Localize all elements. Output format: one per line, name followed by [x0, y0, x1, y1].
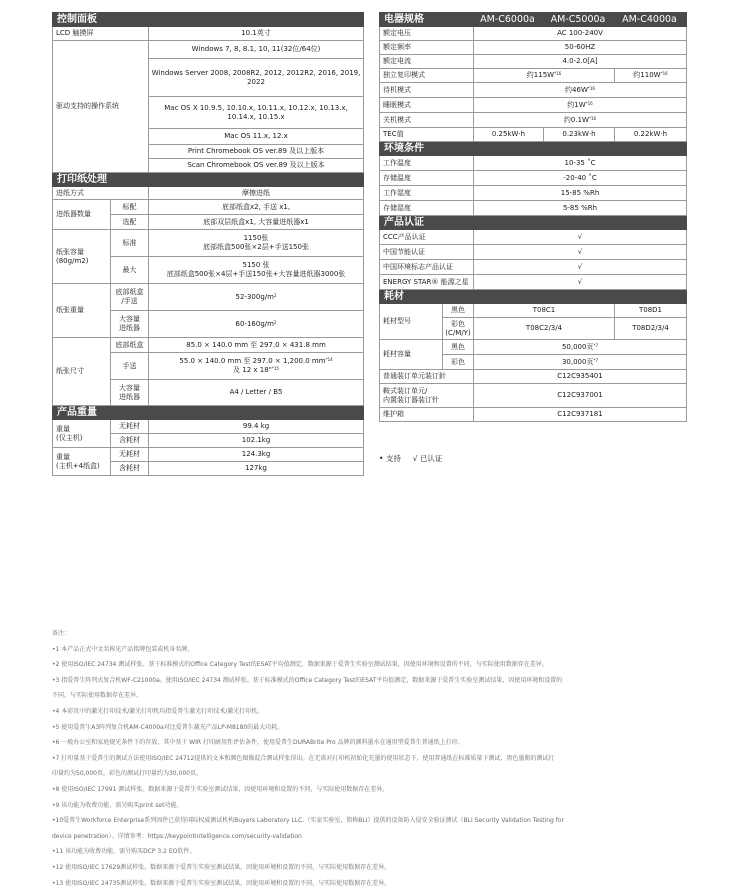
unit-superscript: 2 [274, 293, 277, 298]
op-humidity-label: 工作湿度 [380, 186, 474, 201]
capacity-standard-line2: 底部纸盒500张×2层+手送150张 [203, 243, 309, 251]
size-tray-value: 85.0 × 140.0 mm 至 297.0 × 431.8 mm [149, 338, 364, 353]
capacity-max-label: 最大 [111, 257, 149, 284]
size-hcf-label: 大容量 进纸器 [111, 380, 149, 406]
tec-c6000a: 0.25kW·h [474, 128, 544, 142]
op-temp-label: 工作温度 [380, 156, 474, 171]
section-header-electrical: 电器规格 [380, 13, 474, 27]
size-hcf-value: A4 / Letter / B5 [149, 380, 364, 406]
footnote-15: *15 [272, 366, 279, 371]
section-header-environment: 环境条件 [380, 142, 687, 156]
frequency-value: 50-60HZ [474, 41, 687, 55]
weight-full-no-supplies-label: 无耗材 [111, 448, 149, 462]
weight-hcf-text: 60-160g/m [236, 320, 274, 328]
weight-main-with-supplies-label: 含耗材 [111, 434, 149, 448]
os-mac-11: Mac OS 11.x, 12.x [149, 129, 364, 145]
capacity-standard-value [149, 230, 364, 257]
footnote-16: *16 [554, 71, 561, 76]
staple-value: C12C935401 [474, 370, 687, 384]
weight-tray-text: 52-300g/m [236, 293, 274, 301]
weight-full-label: 重量 (主机+4纸盒) [53, 448, 111, 476]
cert-environmental-label: 中国环境标志产品认证 [380, 260, 474, 275]
footnote-line: •5 使用爱普生A3阵列复合机AM-C4000a对比爱普生激光产品LP-M8180的最大功耗。 [52, 720, 692, 736]
legend-dot-icon: • [379, 454, 383, 463]
tray-standard-value: 底部纸盒x2, 手送 x1, [149, 200, 364, 215]
os-chromebook-print: Print Chromebook OS ver.89 及以上版本 [149, 145, 364, 159]
op-humidity-value: 15-85 %Rh [474, 186, 687, 201]
weight-full-with-supplies-value: 127kg [149, 462, 364, 476]
footnote-line: •12 使用ISO/IEC 17629测试样张。数据来源于爱普生实验室测试结果，因使用环境和设置的不同，与实际使用数据存在差异。 [52, 860, 692, 876]
yield-color-text: 30,000页 [562, 358, 594, 366]
os-mac-x: Mac OS X 10.9.5, 10.10.x, 10.11.x, 10.12.x, 10.13.x, 10.14.x, 10.15.x [149, 97, 364, 129]
paper-capacity-label: 纸张容量 (80g/m2) [53, 230, 111, 284]
weight-main-no-supplies-value: 99.4 kg [149, 420, 364, 434]
power-off-label: 关机模式 [380, 113, 474, 128]
footnote-line: •3 指爱普生阵列式复合机WF-C21000a。使用ISO/IEC 24734 测试样张。基于标准模式的Office Category Test的ESAT平均值测定，数据来源于爱普生实验室测试结果，因使用环境和设置的 [52, 673, 692, 689]
os-chromebook-scan: Scan Chromebook OS ver.89 及以上版本 [149, 159, 364, 173]
paper-size-label: 纸张尺寸 [53, 338, 111, 406]
frequency-label: 额定频率 [380, 41, 474, 55]
weight-main-no-supplies-label: 无耗材 [111, 420, 149, 434]
power-off-text: 约0.1W [564, 116, 589, 124]
capacity-standard-line1: 1150张 [244, 234, 269, 242]
lcd-value: 10.1英寸 [149, 27, 364, 41]
size-manual-line1: 55.0 × 140.0 mm 至 297.0 × 1,200.0 mm [179, 357, 325, 365]
tray-optional-value: 底部双层纸盒x1, 大容量进纸器x1 [149, 215, 364, 230]
footnote-line: 不同，与实际使用数据存在差异。 [52, 688, 692, 704]
legend-certified: 已认证 [420, 454, 443, 463]
supply-yield-label: 耗材容量 [380, 340, 443, 370]
footnote-line: •1 本产品正式中文名称见产品铭牌包装或机身名牌。 [52, 642, 692, 658]
model-c5000a: AM-C5000a [544, 13, 615, 27]
tray-count-label: 进纸器数量 [53, 200, 111, 230]
section-header-control-panel: 控制面板 [53, 13, 364, 27]
right-spec-column [379, 12, 686, 422]
section-header-supplies: 耗材 [380, 290, 687, 304]
footnotes [52, 626, 692, 891]
weight-main-label: 重量 (仅主机) [53, 420, 111, 448]
power-off-value [474, 113, 687, 128]
copy-mode-text-c: 约110W [633, 71, 660, 79]
op-temp-value: 10-35 ˚C [474, 156, 687, 171]
footnote-line: •11 该功能为收费功能，需另购买DCP 3.2 EO软件。 [52, 844, 692, 860]
size-manual-label: 手送 [111, 353, 149, 380]
size-manual-value [149, 353, 364, 380]
footnote-16: *16 [586, 101, 593, 106]
capacity-max-line2: 底部纸盒500张×4层+手送150张+大容量进纸器3000张 [167, 270, 346, 278]
storage-temp-label: 存储温度 [380, 171, 474, 186]
footnote-line: device penetration）。详情参考：https://keypointintelligence.com/security-validation [52, 829, 692, 845]
footnote-line: •4 本彩页中的激光打印技术/激光打印机均指爱普生激光打印技术/激光打印机。 [52, 704, 692, 720]
unit-superscript: 2 [274, 320, 277, 325]
supply-model-color-ab: T08C2/3/4 [474, 318, 615, 340]
footnote-line: •8 使用ISO/IEC 17991 测试样张。数据来源于爱普生实验室测试结果，因使用环境和设置的不同，与实际使用数据存在差异。 [52, 782, 692, 798]
yield-black-value [474, 340, 687, 355]
weight-tray-value [149, 284, 364, 311]
model-c4000a: AM-C4000a [615, 13, 687, 27]
sleep-label: 睡眠模式 [380, 98, 474, 113]
footnote-line: 印量约为50,000页，彩色的测试打印量约为30,000页。 [52, 766, 692, 782]
weight-tray-label: 底部纸盒 /手送 [111, 284, 149, 311]
driver-os-label: 驱动支持的操作系统 [53, 41, 149, 173]
model-c6000a: AM-C6000a [474, 13, 544, 27]
weight-full-no-supplies-value: 124.3kg [149, 448, 364, 462]
paper-weight-label: 纸张重量 [53, 284, 111, 338]
size-manual-line2: 及 12 x 18" [233, 366, 272, 374]
section-header-certification: 产品认证 [380, 216, 687, 230]
current-label: 额定电流 [380, 55, 474, 69]
supply-model-black-label: 黑色 [443, 304, 474, 318]
standby-label: 待机模式 [380, 83, 474, 98]
copy-mode-label: 独立复印模式 [380, 69, 474, 83]
saddle-staple-label: 鞍式装订单元/ 内置装订器装订针 [380, 384, 474, 408]
capacity-max-line1: 5150 张 [242, 261, 269, 269]
footnote-7: *7 [593, 358, 598, 363]
yield-black-text: 50,000页 [562, 343, 594, 351]
yield-color-value [474, 355, 687, 370]
cert-environmental-value: √ [474, 260, 687, 275]
section-header-weight: 产品重量 [53, 406, 364, 420]
maintenance-box-value: C12C937181 [474, 408, 687, 422]
size-tray-label: 底部纸盒 [111, 338, 149, 353]
footnote-7: *7 [593, 343, 598, 348]
yield-color-label: 彩色 [443, 355, 474, 370]
footnote-line: •7 打印量基于爱普生的测试方法使用ISO/IEC 24712提供的文本和颜色图像混合测试样张得出。在无需对打印机初始化充墨的使用状态下，使用普通纸在标准质量下测试，黑色墨瓶的测试打 [52, 751, 692, 767]
saddle-staple-value: C12C937001 [474, 384, 687, 408]
left-spec-column [52, 12, 363, 476]
supply-model-label: 耗材型号 [380, 304, 443, 340]
weight-main-with-supplies-value: 102.1kg [149, 434, 364, 448]
feed-method-label: 进纸方式 [53, 187, 149, 200]
standby-value [474, 83, 687, 98]
tray-standard-label: 标配 [111, 200, 149, 215]
footnote-16: *16 [588, 86, 595, 91]
standby-text: 约46W [565, 86, 588, 94]
storage-humidity-label: 存储湿度 [380, 201, 474, 216]
cert-energy-star-value: √ [474, 275, 687, 290]
right-spec-table [379, 12, 687, 422]
maintenance-box-label: 维护箱 [380, 408, 474, 422]
section-header-paper: 打印纸处理 [53, 173, 364, 187]
tray-optional-label: 选配 [111, 215, 149, 230]
footnote-16: *16 [661, 71, 668, 76]
tec-label: TEC值 [380, 128, 474, 142]
current-value: 4.0-2.0[A] [474, 55, 687, 69]
copy-mode-value-c [615, 69, 687, 83]
storage-humidity-value: 5-85 %Rh [474, 201, 687, 216]
footnote-14: *14 [326, 357, 333, 362]
cert-energy-saving-value: √ [474, 245, 687, 260]
footnote-line: •6 一般办公室和家庭规光条件下的存放，其中基于 WIR 打印耐用性评估条件，使用爱普生DURABrite Pro 品牌的颜料墨水在通用型爱普生普通纸上打印。 [52, 735, 692, 751]
lcd-label: LCD 触摸屏 [53, 27, 149, 41]
supply-model-black-c: T08D1 [615, 304, 687, 318]
cert-energy-star-label: ENERGY STAR® 能源之星 [380, 275, 474, 290]
os-windows: Windows 7, 8, 8.1, 10, 11(32位/64位) [149, 41, 364, 59]
tec-c4000a: 0.22kW·h [615, 128, 687, 142]
os-windows-server: Windows Server 2008, 2008R2, 2012, 2012R2, 2016, 2019, 2022 [149, 59, 364, 97]
copy-mode-text-ab: 约115W [527, 71, 554, 79]
footnote-line: •9 该功能为收费功能，需另购买print set功能。 [52, 798, 692, 814]
voltage-label: 额定电压 [380, 27, 474, 41]
feed-method-value: 摩擦进纸 [149, 187, 364, 200]
weight-hcf-value [149, 311, 364, 338]
voltage-value: AC 100-240V [474, 27, 687, 41]
sleep-value [474, 98, 687, 113]
footnote-16: *16 [589, 116, 596, 121]
supply-model-color-label: 彩色 (C/M/Y) [443, 318, 474, 340]
supply-model-black-ab: T08C1 [474, 304, 615, 318]
copy-mode-value-ab [474, 69, 615, 83]
legend-check-icon: √ [413, 454, 418, 463]
staple-label: 普通装订单元装订針 [380, 370, 474, 384]
capacity-max-value [149, 257, 364, 284]
weight-hcf-label: 大容量 进纸器 [111, 311, 149, 338]
capacity-standard-label: 标准 [111, 230, 149, 257]
footnote-line: 备注： [52, 626, 692, 642]
left-spec-table [52, 12, 364, 476]
storage-temp-value: -20-40 ˚C [474, 171, 687, 186]
footnote-line: •10爱普生Workforce Enterprise系列固件已获得国际权威测试机构Buyers Laboratory LLC.（实家实验室，简称BLI）提供的设备防入侵安全验证测试（BLI Security Validation Testing for [52, 813, 692, 829]
cert-ccc-label: CCC产品认证 [380, 230, 474, 245]
footnote-line: •2 使用ISO/IEC 24734 测试样张。基于标准模式的Office Category Test的ESAT平均值测定，数据来源于爱普生实验室测试结果，因使用环境和设置的不同，与实际使用数据存在差异。 [52, 657, 692, 673]
footnote-line: •13 使用ISO/IEC 24735测试样张。数据来源于爱普生实验室测试结果，因使用环境和设置的不同，与实际使用数据存在差异。 [52, 876, 692, 891]
sleep-text: 约1W [567, 101, 585, 109]
legend [379, 453, 442, 464]
tec-c5000a: 0.23kW·h [544, 128, 615, 142]
legend-supported: 支持 [386, 454, 401, 463]
cert-ccc-value: √ [474, 230, 687, 245]
yield-black-label: 黑色 [443, 340, 474, 355]
cert-energy-saving-label: 中国节能认证 [380, 245, 474, 260]
weight-full-with-supplies-label: 含耗材 [111, 462, 149, 476]
supply-model-color-c: T08D2/3/4 [615, 318, 687, 340]
